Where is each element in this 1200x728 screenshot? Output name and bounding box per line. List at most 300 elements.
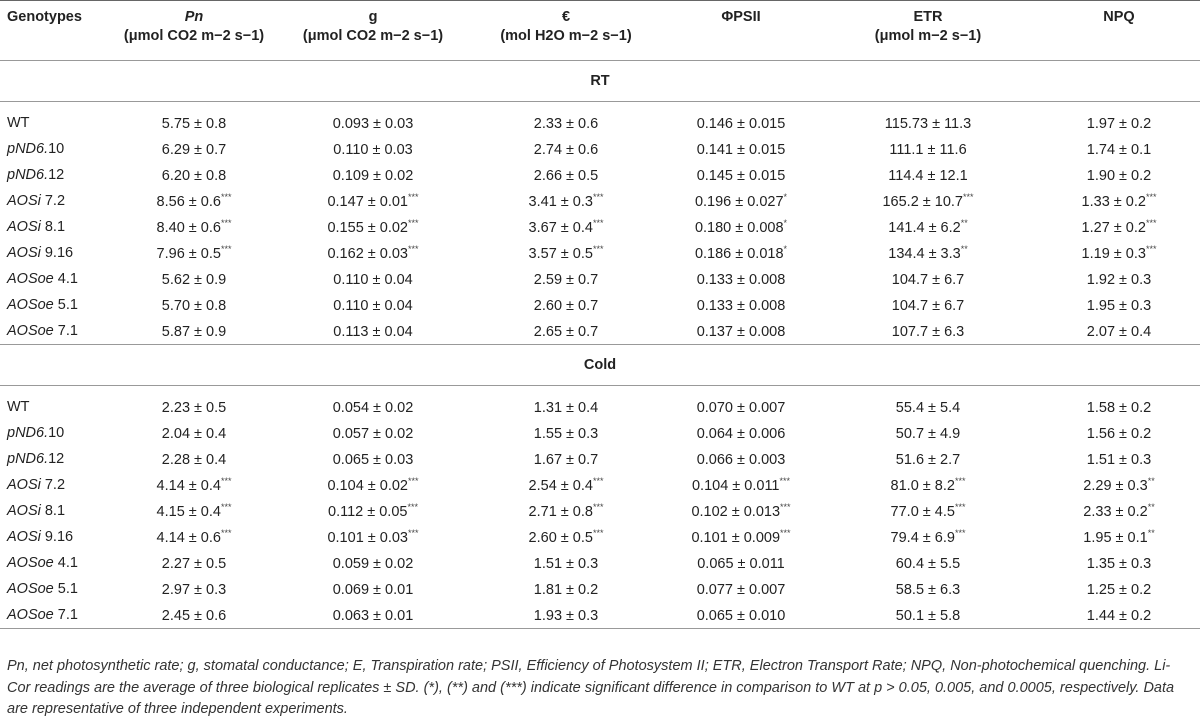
genotype-suffix: WT xyxy=(7,115,30,131)
genotype-suffix: 5.1 xyxy=(53,581,78,597)
header-e-unit: (mol H2O m−2 s−1) xyxy=(500,28,632,44)
header-pn-unit: (μmol CO2 m−2 s−1) xyxy=(123,28,265,44)
value-cell xyxy=(1038,240,1200,266)
value-text: 50.7 ± 4.9 xyxy=(895,425,961,442)
value-cell xyxy=(664,420,818,446)
genotype-italic: AOSoe xyxy=(7,297,54,313)
value-text: 104.7 ± 6.7 xyxy=(891,271,965,288)
genotype-italic: AOSoe xyxy=(7,607,54,623)
genotype-suffix: 4.1 xyxy=(53,555,78,571)
value-text: 5.87 ± 0.9 xyxy=(161,323,227,340)
significance-marker: ** xyxy=(960,244,968,255)
table-row xyxy=(0,472,1200,498)
value-cell xyxy=(278,498,468,524)
significance-marker: *** xyxy=(592,528,604,539)
value-cell xyxy=(110,292,278,318)
value-text: 8.40 ± 0.6 xyxy=(156,219,221,236)
value-text: 0.093 ± 0.03 xyxy=(332,115,414,132)
value-text: 1.81 ± 0.2 xyxy=(533,581,599,598)
value-cell xyxy=(664,136,818,162)
value-text: 1.95 ± 0.3 xyxy=(1086,297,1152,314)
value-text: 5.70 ± 0.8 xyxy=(161,297,227,314)
significance-marker: ** xyxy=(960,218,968,229)
value-cell xyxy=(664,602,818,629)
value-text: 115.73 ± 11.3 xyxy=(884,115,972,132)
value-cell xyxy=(1038,318,1200,345)
value-text: 0.147 ± 0.01 xyxy=(327,193,408,210)
significance-marker: *** xyxy=(220,502,232,513)
value-cell xyxy=(818,214,1038,240)
genotype-cell xyxy=(0,266,110,292)
value-cell xyxy=(468,240,664,266)
genotype-cell xyxy=(0,110,110,136)
value-text: 1.25 ± 0.2 xyxy=(1086,581,1152,598)
value-cell xyxy=(278,550,468,576)
header-genotypes: Genotypes xyxy=(0,1,110,61)
value-cell xyxy=(664,550,818,576)
genotype-cell xyxy=(0,576,110,602)
genotype-suffix: 8.1 xyxy=(40,503,66,519)
value-text: 0.110 ± 0.03 xyxy=(333,141,413,158)
spacer-row xyxy=(0,102,1200,111)
value-text: 0.133 ± 0.008 xyxy=(696,271,786,288)
table-row xyxy=(0,266,1200,292)
value-cell xyxy=(1038,110,1200,136)
value-text: 4.14 ± 0.4 xyxy=(156,477,221,494)
header-phipsii: ΦPSII xyxy=(664,1,818,61)
value-text: 1.56 ± 0.2 xyxy=(1086,425,1152,442)
value-cell xyxy=(818,240,1038,266)
value-text: 0.059 ± 0.02 xyxy=(332,555,414,572)
value-cell xyxy=(1038,498,1200,524)
value-text: 1.97 ± 0.2 xyxy=(1086,115,1152,132)
value-cell xyxy=(664,240,818,266)
value-text: 2.65 ± 0.7 xyxy=(533,323,599,340)
value-text: 2.60 ± 0.7 xyxy=(533,297,599,314)
value-cell xyxy=(818,318,1038,345)
value-text: 104.7 ± 6.7 xyxy=(891,297,965,314)
genotype-cell xyxy=(0,214,110,240)
value-text: 1.74 ± 0.1 xyxy=(1086,141,1152,158)
value-cell xyxy=(110,162,278,188)
header-npq: NPQ xyxy=(1038,1,1200,61)
value-cell xyxy=(664,576,818,602)
genotype-cell xyxy=(0,498,110,524)
value-text: 2.04 ± 0.4 xyxy=(161,425,227,442)
value-cell xyxy=(110,318,278,345)
genotype-italic: AOSi xyxy=(7,477,41,493)
genotype-suffix: 8.1 xyxy=(40,219,66,235)
genotype-cell xyxy=(0,602,110,629)
table-row xyxy=(0,498,1200,524)
genotype-cell xyxy=(0,240,110,266)
value-cell xyxy=(278,240,468,266)
value-cell xyxy=(1038,602,1200,629)
value-text: 0.101 ± 0.03 xyxy=(327,529,408,546)
significance-marker: *** xyxy=(1145,244,1157,255)
table-row xyxy=(0,188,1200,214)
value-cell xyxy=(818,162,1038,188)
value-text: 1.33 ± 0.2 xyxy=(1081,193,1146,210)
value-cell xyxy=(468,214,664,240)
value-cell xyxy=(818,394,1038,420)
significance-marker: ** xyxy=(1147,528,1155,539)
genotype-cell xyxy=(0,446,110,472)
genotype-suffix: 5.1 xyxy=(53,297,78,313)
value-text: 2.54 ± 0.4 xyxy=(528,477,593,494)
genotype-cell xyxy=(0,162,110,188)
value-text: 1.55 ± 0.3 xyxy=(533,425,599,442)
value-text: 2.27 ± 0.5 xyxy=(161,555,227,572)
value-text: 0.064 ± 0.006 xyxy=(696,425,786,442)
section-row xyxy=(0,61,1200,102)
value-text: 3.41 ± 0.3 xyxy=(528,193,593,210)
value-text: 0.110 ± 0.04 xyxy=(333,297,413,314)
value-text: 2.97 ± 0.3 xyxy=(161,581,227,598)
value-text: 2.28 ± 0.4 xyxy=(161,451,227,468)
value-cell xyxy=(468,602,664,629)
table-row xyxy=(0,394,1200,420)
significance-marker: ** xyxy=(1147,476,1155,487)
genotype-suffix: 7.1 xyxy=(53,607,78,623)
value-text: 2.45 ± 0.6 xyxy=(161,607,227,624)
value-cell xyxy=(468,524,664,550)
value-text: 0.102 ± 0.013 xyxy=(691,503,781,520)
value-cell xyxy=(110,498,278,524)
value-cell xyxy=(818,188,1038,214)
value-text: 111.1 ± 11.6 xyxy=(889,141,967,158)
value-cell xyxy=(664,214,818,240)
value-text: 4.14 ± 0.6 xyxy=(156,529,221,546)
genotype-cell xyxy=(0,472,110,498)
value-text: 0.063 ± 0.01 xyxy=(332,607,414,624)
value-cell xyxy=(110,446,278,472)
value-text: 107.7 ± 6.3 xyxy=(891,323,965,340)
value-cell xyxy=(1038,524,1200,550)
significance-marker: ** xyxy=(1147,502,1155,513)
value-text: 0.109 ± 0.02 xyxy=(332,167,414,184)
genotype-cell xyxy=(0,188,110,214)
value-cell xyxy=(818,446,1038,472)
significance-marker: * xyxy=(783,218,788,229)
value-cell xyxy=(664,394,818,420)
significance-marker: *** xyxy=(592,502,604,513)
value-cell xyxy=(278,162,468,188)
genotype-suffix: 10 xyxy=(48,425,65,441)
value-cell xyxy=(468,420,664,446)
value-cell xyxy=(818,550,1038,576)
genotype-italic: AOSi xyxy=(7,219,41,235)
value-text: 0.069 ± 0.01 xyxy=(332,581,414,598)
section-label: RT xyxy=(0,61,1200,102)
table-row xyxy=(0,318,1200,345)
value-text: 0.070 ± 0.007 xyxy=(696,399,786,416)
value-cell xyxy=(278,394,468,420)
value-text: 60.4 ± 5.5 xyxy=(895,555,961,572)
significance-marker: *** xyxy=(780,528,791,539)
value-cell xyxy=(468,292,664,318)
header-etr: ETR (μmol m−2 s−1) xyxy=(818,1,1038,61)
value-cell xyxy=(278,292,468,318)
value-cell xyxy=(664,292,818,318)
value-cell xyxy=(1038,188,1200,214)
value-text: 0.162 ± 0.03 xyxy=(327,245,408,262)
genotype-cell xyxy=(0,420,110,446)
value-cell xyxy=(110,188,278,214)
genotype-cell xyxy=(0,524,110,550)
value-cell xyxy=(468,498,664,524)
genotype-suffix: 7.2 xyxy=(40,477,66,493)
value-cell xyxy=(818,420,1038,446)
genotype-italic: AOSi xyxy=(7,503,41,519)
genotype-cell xyxy=(0,550,110,576)
header-g-unit: (μmol CO2 m−2 s−1) xyxy=(302,28,444,44)
value-cell xyxy=(278,136,468,162)
value-text: 5.62 ± 0.9 xyxy=(161,271,227,288)
value-text: 1.51 ± 0.3 xyxy=(1086,451,1152,468)
value-cell xyxy=(1038,550,1200,576)
value-text: 5.75 ± 0.8 xyxy=(161,115,227,132)
significance-marker: *** xyxy=(592,218,604,229)
value-cell xyxy=(818,292,1038,318)
table-row xyxy=(0,240,1200,266)
value-text: 1.31 ± 0.4 xyxy=(533,399,599,416)
value-text: 0.180 ± 0.008 xyxy=(694,219,784,236)
significance-marker: *** xyxy=(408,218,419,229)
value-cell xyxy=(468,550,664,576)
value-text: 50.1 ± 5.8 xyxy=(895,607,961,624)
header-row xyxy=(0,1,1200,61)
value-cell xyxy=(818,136,1038,162)
genotype-italic: AOSi xyxy=(7,529,41,545)
value-cell xyxy=(818,266,1038,292)
value-cell xyxy=(110,472,278,498)
significance-marker: *** xyxy=(954,528,966,539)
value-text: 6.29 ± 0.7 xyxy=(161,141,227,158)
significance-marker: *** xyxy=(592,192,604,203)
table-body xyxy=(0,61,1200,629)
value-cell xyxy=(1038,214,1200,240)
value-text: 1.35 ± 0.3 xyxy=(1086,555,1152,572)
header-e: € (mol H2O m−2 s−1) xyxy=(468,1,664,61)
value-text: 2.74 ± 0.6 xyxy=(533,141,599,158)
value-text: 0.146 ± 0.015 xyxy=(696,115,786,132)
significance-marker: *** xyxy=(779,476,791,487)
value-text: 0.137 ± 0.008 xyxy=(696,323,786,340)
significance-marker: *** xyxy=(220,528,232,539)
genotype-suffix: 9.16 xyxy=(40,245,74,261)
value-cell xyxy=(664,162,818,188)
value-text: 0.110 ± 0.04 xyxy=(333,271,413,288)
table-header xyxy=(0,1,1200,61)
value-text: 0.104 ± 0.011 xyxy=(691,477,780,494)
value-cell xyxy=(664,188,818,214)
value-text: 7.96 ± 0.5 xyxy=(156,245,221,262)
value-text: 165.2 ± 10.7 xyxy=(882,193,963,210)
value-cell xyxy=(1038,266,1200,292)
value-cell xyxy=(818,602,1038,629)
value-cell xyxy=(468,318,664,345)
value-cell xyxy=(278,446,468,472)
value-cell xyxy=(110,524,278,550)
value-text: 1.51 ± 0.3 xyxy=(533,555,599,572)
value-text: 55.4 ± 5.4 xyxy=(895,399,961,416)
value-cell xyxy=(110,576,278,602)
table-row xyxy=(0,550,1200,576)
genotype-italic: AOSoe xyxy=(7,323,54,339)
value-cell xyxy=(468,266,664,292)
value-cell xyxy=(278,602,468,629)
value-text: 0.077 ± 0.007 xyxy=(696,581,786,598)
table-row xyxy=(0,446,1200,472)
significance-marker: *** xyxy=(954,502,966,513)
table-row xyxy=(0,420,1200,446)
value-text: 1.67 ± 0.7 xyxy=(533,451,599,468)
value-cell xyxy=(818,576,1038,602)
value-cell xyxy=(1038,162,1200,188)
genotype-suffix: 10 xyxy=(48,141,65,157)
value-cell xyxy=(278,188,468,214)
spacer-row xyxy=(0,386,1200,395)
value-text: 81.0 ± 8.2 xyxy=(890,477,955,494)
significance-marker: *** xyxy=(963,192,974,203)
value-cell xyxy=(664,498,818,524)
value-text: 2.07 ± 0.4 xyxy=(1086,323,1152,340)
significance-marker: *** xyxy=(592,244,604,255)
value-text: 0.065 ± 0.010 xyxy=(696,607,786,624)
genotype-suffix: 7.1 xyxy=(53,323,78,339)
genotype-suffix: 9.16 xyxy=(40,529,74,545)
genotype-italic: AOSi xyxy=(7,193,41,209)
value-text: 114.4 ± 12.1 xyxy=(888,167,968,184)
section-label: Cold xyxy=(0,345,1200,386)
value-cell xyxy=(1038,420,1200,446)
value-text: 0.112 ± 0.05 xyxy=(328,503,408,520)
value-cell xyxy=(664,266,818,292)
genotype-italic: pND6. xyxy=(7,425,49,441)
genotype-suffix: 7.2 xyxy=(40,193,66,209)
value-cell xyxy=(664,524,818,550)
value-text: 1.93 ± 0.3 xyxy=(533,607,599,624)
value-text: 2.33 ± 0.2 xyxy=(1083,503,1148,520)
table-row xyxy=(0,576,1200,602)
genotype-italic: AOSoe xyxy=(7,581,54,597)
table-row xyxy=(0,524,1200,550)
value-text: 0.104 ± 0.02 xyxy=(327,477,408,494)
genotype-cell xyxy=(0,318,110,345)
table-footnote: Pn, net photosynthetic rate; g, stomatal conductance; E, Transpiration rate; PSII, Efficiency of Photosystem II; ETR, Electron Transport Rate; NPQ, Non-photochemical quenching. Li-Cor readings are the average of three biological replicates ± SD. (*), (**) and (***) indicate significant difference in comparison to WT at p > 0.05, 0.005, and 0.0005, respectively. Data are representative of three independent experiments. xyxy=(7,658,1175,717)
value-cell xyxy=(818,524,1038,550)
value-cell xyxy=(818,498,1038,524)
value-text: 0.133 ± 0.008 xyxy=(696,297,786,314)
value-text: 0.155 ± 0.02 xyxy=(327,219,408,236)
value-text: 0.113 ± 0.04 xyxy=(333,323,413,340)
value-text: 134.4 ± 3.3 xyxy=(888,245,961,262)
value-cell xyxy=(818,472,1038,498)
value-text: 0.066 ± 0.003 xyxy=(696,451,786,468)
table-row xyxy=(0,110,1200,136)
genotype-italic: pND6. xyxy=(7,167,49,183)
significance-marker: *** xyxy=(780,502,791,513)
significance-marker: *** xyxy=(408,192,419,203)
value-text: 1.92 ± 0.3 xyxy=(1086,271,1152,288)
significance-marker: *** xyxy=(592,476,604,487)
significance-marker: *** xyxy=(220,244,232,255)
value-cell xyxy=(110,420,278,446)
header-pn: Pn (μmol CO2 m−2 s−1) xyxy=(110,1,278,61)
value-cell xyxy=(468,576,664,602)
value-cell xyxy=(110,240,278,266)
table-row xyxy=(0,136,1200,162)
value-text: 8.56 ± 0.6 xyxy=(156,193,221,210)
value-text: 0.196 ± 0.027 xyxy=(694,193,784,210)
value-cell xyxy=(278,524,468,550)
value-text: 1.27 ± 0.2 xyxy=(1081,219,1146,236)
value-cell xyxy=(278,214,468,240)
value-cell xyxy=(278,266,468,292)
genotype-italic: AOSoe xyxy=(7,271,54,287)
value-text: 0.054 ± 0.02 xyxy=(332,399,414,416)
value-text: 0.065 ± 0.03 xyxy=(332,451,414,468)
value-cell xyxy=(110,214,278,240)
significance-marker: *** xyxy=(1145,192,1157,203)
value-text: 3.67 ± 0.4 xyxy=(528,219,593,236)
value-text: 2.33 ± 0.6 xyxy=(533,115,599,132)
value-cell xyxy=(468,162,664,188)
value-text: 77.0 ± 4.5 xyxy=(890,503,955,520)
value-text: 1.95 ± 0.1 xyxy=(1083,529,1148,546)
value-text: 2.60 ± 0.5 xyxy=(528,529,593,546)
value-cell xyxy=(110,136,278,162)
genotype-cell xyxy=(0,292,110,318)
significance-marker: *** xyxy=(220,218,232,229)
value-cell xyxy=(664,446,818,472)
genotype-suffix: WT xyxy=(7,399,30,415)
table-row xyxy=(0,214,1200,240)
value-cell xyxy=(278,472,468,498)
value-cell xyxy=(468,110,664,136)
value-text: 0.057 ± 0.02 xyxy=(332,425,414,442)
value-cell xyxy=(110,394,278,420)
value-text: 2.66 ± 0.5 xyxy=(533,167,599,184)
value-cell xyxy=(468,394,664,420)
value-text: 51.6 ± 2.7 xyxy=(895,451,961,468)
genotype-italic: AOSi xyxy=(7,245,41,261)
significance-marker: * xyxy=(783,192,788,203)
genotype-cell xyxy=(0,394,110,420)
significance-marker: *** xyxy=(1145,218,1157,229)
value-text: 141.4 ± 6.2 xyxy=(888,219,961,236)
table-row xyxy=(0,292,1200,318)
value-cell xyxy=(278,318,468,345)
header-etr-unit: (μmol m−2 s−1) xyxy=(874,28,982,44)
header-g: g (μmol CO2 m−2 s−1) xyxy=(278,1,468,61)
value-text: 6.20 ± 0.8 xyxy=(161,167,227,184)
table-row xyxy=(0,602,1200,629)
value-text: 2.23 ± 0.5 xyxy=(161,399,227,416)
value-cell xyxy=(818,110,1038,136)
value-cell xyxy=(468,472,664,498)
value-text: 0.065 ± 0.011 xyxy=(697,555,785,572)
value-cell xyxy=(110,550,278,576)
genotype-italic: AOSoe xyxy=(7,555,54,571)
value-text: 2.29 ± 0.3 xyxy=(1083,477,1148,494)
value-cell xyxy=(1038,576,1200,602)
value-cell xyxy=(664,318,818,345)
genotype-suffix: 4.1 xyxy=(53,271,78,287)
significance-marker: * xyxy=(783,244,788,255)
value-text: 0.186 ± 0.018 xyxy=(694,245,784,262)
